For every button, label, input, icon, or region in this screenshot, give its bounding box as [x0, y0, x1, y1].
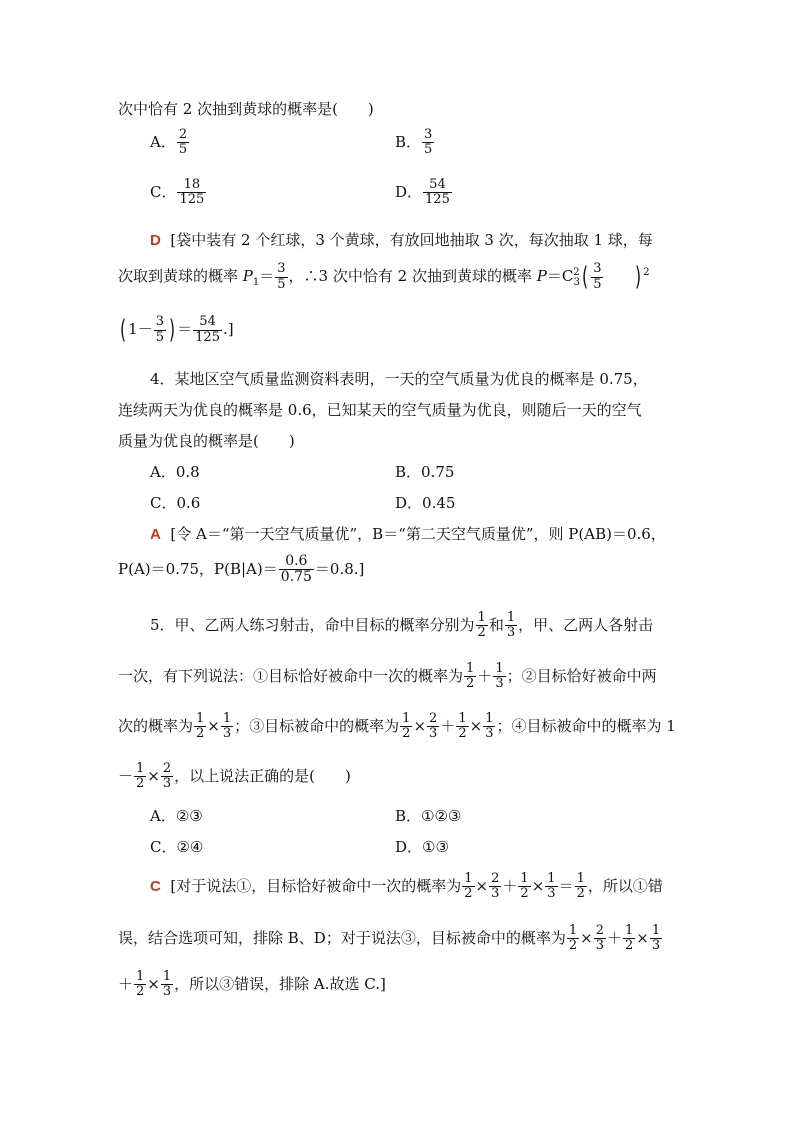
option-label: B．: [395, 132, 422, 151]
q4-option-a[interactable]: [150, 461, 200, 482]
q3-solution-line1: D [袋中装有 2 个红球，3 个黄球，有放回地抽取 3 次，每次抽取 1 球，每: [150, 231, 653, 249]
q5-option-c[interactable]: [150, 836, 203, 857]
q5-stem-line2: 一次，有下列说法：①目标恰好被命中一次的概率为 $\frac{1}{2}$ ＋ $\frac{1}{3}$ ；②目标恰好被命中两: [118, 661, 657, 692]
q4-option-d[interactable]: [395, 492, 455, 513]
q3-solution-line2: 次取到黄球的概率 $P_1=$ $\frac{3}{5}$ ，∴3 次中恰有 2 次抽到黄球的概率 $P=C^2_3$( $\frac{3}{5}$ ) $^2$: [118, 261, 650, 292]
q4-solution-line2: P(A)＝0.75，P(B|A)＝ $\frac{0.6}{0.75}$ ＝0.8.]: [118, 553, 365, 586]
option-label: A．: [150, 132, 176, 151]
q5-option-b[interactable]: [395, 805, 461, 826]
option-value: 0.8: [175, 463, 200, 481]
q4-option-c[interactable]: [150, 492, 200, 513]
option-value: 0.45: [422, 494, 456, 512]
q3-option-a[interactable]: A． $\frac{2}{5}$: [150, 127, 188, 158]
q3-option-b[interactable]: B． $\frac{3}{5}$: [395, 127, 433, 158]
q5-option-d[interactable]: [395, 836, 449, 857]
option-label: D．: [395, 182, 423, 201]
answer-letter: D: [150, 232, 161, 249]
option-value: 0.75: [421, 463, 455, 481]
option-label: D．: [395, 838, 423, 856]
q4-stem-line2: 连续两天为优良的概率是 0.6，已知某天的空气质量为优良，则随后一天的空气: [118, 401, 642, 419]
option-value: ①③: [422, 838, 449, 856]
q3-option-c[interactable]: C． $\frac{18}{125}$: [150, 177, 205, 208]
q3-option-d[interactable]: D． $\frac{54}{125}$: [395, 177, 450, 208]
q4-solution-line1: A [令 A＝“第一天空气质量优”，B＝“第二天空气质量优”，则 P(AB)＝0.6，: [150, 525, 666, 543]
option-value: ②④: [176, 838, 204, 856]
option-label: D．: [395, 494, 423, 512]
option-label: B．: [395, 463, 422, 481]
option-label: A．: [150, 463, 176, 481]
q4-stem-line1: 4．某地区空气质量监测资料表明，一天的空气质量为优良的概率是 0.75，: [150, 370, 648, 388]
option-value: 0.6: [176, 494, 201, 512]
option-value: ②③: [175, 807, 203, 825]
q5-solution-line2: 误，结合选项可知，排除 B、D；对于说法③，目标被命中的概率为 $\frac{1}{2}$ × $\frac{2}{3}$ ＋ $\frac{1}{2}$ × $\frac{1}{3}$: [118, 923, 661, 954]
q5-stem-line1: 5．甲、乙两人练习射击，命中目标的概率分别为 $\frac{1}{2}$ 和 $\frac{1}{3}$ ，甲、乙两人各射击: [150, 610, 654, 641]
option-label: C．: [150, 182, 177, 201]
q5-solution-line3: ＋ $\frac{1}{2}$ × $\frac{1}{3}$ ，所以③错误，排除 A.故选 C.]: [118, 969, 386, 1000]
q5-option-a[interactable]: [150, 805, 203, 826]
answer-letter: A: [150, 526, 161, 543]
option-label: C．: [150, 838, 177, 856]
option-label: C．: [150, 494, 177, 512]
q4-stem-line3: 质量为优良的概率是( ): [118, 432, 295, 450]
q4-option-b[interactable]: [395, 461, 454, 482]
q5-stem-line3: 次的概率为 $\frac{1}{2}$ × $\frac{1}{3}$ ；③目标被命中的概率为 $\frac{1}{2}$ × $\frac{2}{3}$ ＋ $\frac{1}{2}$ × $\frac{1}{3}$ ；④目标被命中的概率为 1: [118, 711, 676, 742]
q3-stem-tail: 次中恰有 2 次抽到黄球的概率是( ): [118, 100, 374, 118]
answer-letter: C: [150, 877, 161, 895]
q3-solution-line3: ( 1－ $\frac{3}{5}$ ) ＝ $\frac{54}{125}$ .]: [120, 314, 234, 345]
option-label: A．: [150, 807, 176, 825]
q5-stem-line4: － $\frac{1}{2}$ × $\frac{2}{3}$ ，以上说法正确的是( ): [118, 761, 351, 792]
q5-solution-line1: C [对于说法①，目标恰好被命中一次的概率为 $\frac{1}{2}$ × $\frac{2}{3}$ ＋ $\frac{1}{2}$ × $\frac{1}{3}$ ＝ $\frac{1}{2}$ ，所以①错: [150, 871, 663, 902]
option-label: B．: [395, 807, 422, 825]
option-value: ①②③: [421, 807, 462, 825]
